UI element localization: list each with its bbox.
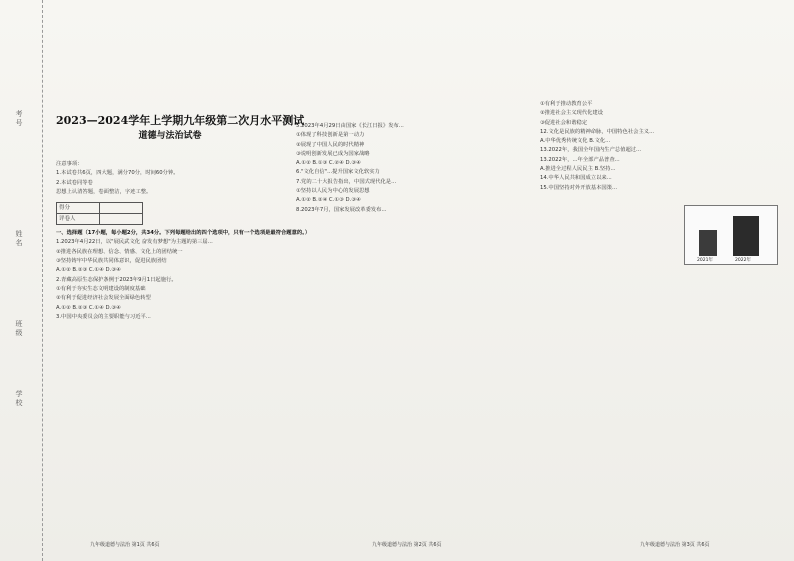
score-label: 得分: [57, 203, 100, 214]
question-line: A.推进全过程人民民主 B.坚持...: [540, 166, 616, 173]
grader-label: 评卷人: [57, 214, 100, 225]
name-label: 姓名: [15, 230, 23, 248]
notice-line: 思想上认清答题，卷面整洁，字迹工整。: [56, 188, 152, 195]
question-line: 13.2022年，我国全年国内生产总值超过...: [540, 147, 642, 154]
score-table: [56, 202, 143, 225]
question-line: ①坚持以人民为中心的发展思想: [296, 188, 370, 195]
question-line: 7.党的二十大报告指出，中国式现代化是...: [296, 178, 397, 185]
page-footer-3: 九年级道德与法治 第3页 共6页: [640, 542, 710, 548]
notice-line: 注意事项：: [56, 161, 83, 167]
binding-margin: [0, 0, 43, 561]
question-line: ②展现了中国人民的时代精神: [296, 141, 365, 148]
question-line: 5.2023年4月29日由国家《长江日报》发布...: [296, 123, 404, 129]
score-cell[interactable]: [100, 203, 143, 214]
school-label: 学校: [15, 390, 23, 408]
question-line: ①有利于夯实生态文明建设的制度基础: [56, 285, 146, 292]
notice-block: [56, 160, 284, 196]
question-line: ①体现了科技创新是第一动力: [296, 132, 365, 139]
notice-line: 1.本试卷共6页，四大题，满分70分，时间60分钟。: [56, 170, 179, 177]
question-line: A.①② B.①③ C.②④ D.③④: [296, 160, 361, 167]
class-label: 班级: [15, 320, 23, 338]
question-line: ③坚持铸牢中华民族共同体意识，促进民族团结: [56, 258, 167, 265]
question-line: 2.青藏高原生态保护条例于2023年9月1日起施行。: [56, 276, 177, 283]
kaohao-label: 考号: [15, 110, 23, 128]
section-heading: 一、选择题（17小题，每小题2分，共34分。下列每题给出的四个选项中，只有一个选项是最符合题意的。）: [56, 230, 311, 237]
question-line: 8.2023年7月，国家发展改革委发布...: [296, 206, 387, 213]
question-line: ②推进社会主义现代化建设: [540, 110, 604, 117]
exam-subtitle: 道德与法治试卷: [138, 131, 202, 141]
question-line: 14.中华人民共和国成立以来...: [540, 175, 612, 182]
column-1: [56, 52, 311, 522]
question-line: 1.2023年4月22日，以"展民武文化 奋发有梦想"为主题的第三届...: [56, 239, 213, 246]
page-footer-1: 九年级道德与法治 第1页 共6页: [90, 542, 160, 548]
question-line: A.①② B.②④ C.①③ D.③④: [296, 197, 361, 204]
bar-label-2022: 2022年: [735, 258, 751, 263]
question-line: ②有利于促进经济社会发展全面绿色转型: [56, 295, 151, 302]
bar-label-2021: 2021年: [697, 258, 713, 263]
question-line: 6."文化自信"...提升国家文化软实力: [296, 169, 380, 176]
question-line: ②推进各民族在理想、信念、情感、文化上的团结统一: [56, 248, 183, 255]
column-3: [540, 100, 780, 520]
grader-cell[interactable]: [100, 214, 143, 225]
question-line: 15.中国坚持对外开放基本国策...: [540, 184, 618, 191]
bar-2021: [699, 230, 717, 256]
question-line: 13.2022年，...年全部产品普查...: [540, 156, 620, 163]
column-2: [296, 122, 534, 522]
notice-line: 2.本试卷同等卷: [56, 179, 93, 186]
question-line: A.中华优秀传统文化 B.文化...: [540, 138, 611, 145]
question-line: 3.中国中央委员会的主要职能与习近平...: [56, 313, 151, 320]
bar-2022: [733, 216, 759, 256]
question-line: ③促进社会和谐稳定: [540, 119, 588, 126]
question-line: A.①② B.②③ C.①④ D.③④: [56, 267, 121, 274]
question-line: 12.文化是民族的精神命脉，中国特色社会主义...: [540, 128, 655, 135]
page-footer-2: 九年级道德与法治 第2页 共6页: [372, 542, 442, 548]
bar-chart-figure: [684, 205, 778, 265]
question-line: A.①② B.②③ C.①④ D.③④: [56, 304, 121, 311]
question-line: ①有利于推动教育公平: [540, 101, 593, 107]
exam-title: 2023—2024学年上学期九年级第二次月水平测试: [56, 114, 305, 127]
question-line: ③说明创新发展已成为国家战略: [296, 150, 370, 157]
